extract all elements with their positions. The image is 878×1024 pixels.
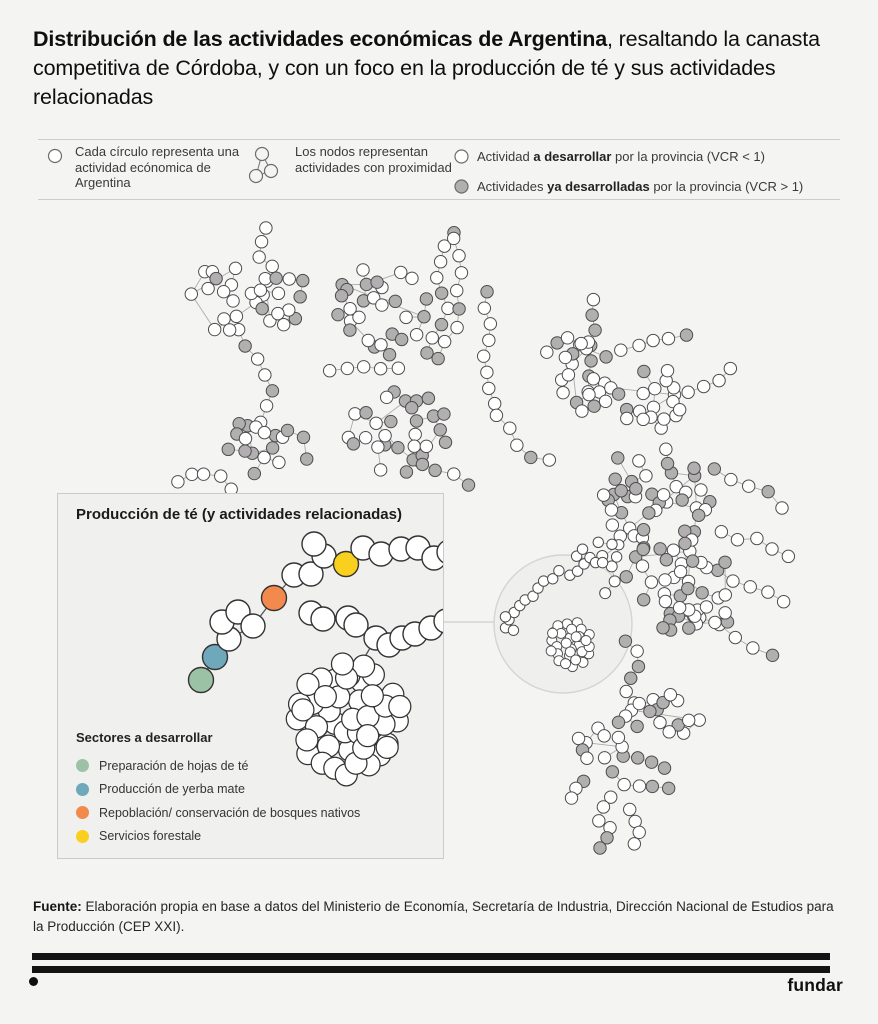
legend-color-dot	[76, 830, 89, 843]
legend-color-dot	[76, 806, 89, 819]
inset-legend-list	[76, 754, 360, 848]
source-note: Fuente: Elaboración propia en base a datos del Ministerio de Economía, Secretaría de Industria, Dirección Nacional de Estudios para la Producción (CEP XXI).	[33, 899, 834, 934]
page-title-rest: , resaltando la canasta competitiva de Córdoba, y con un foco en la producción de té y sus actividades relacionadas	[33, 27, 820, 109]
page-title-bold: Distribución de las actividades económicas de Argentina	[33, 27, 608, 51]
legend-item-vcr-over-label: Actividades ya desarrolladas por la provincia (VCR > 1)	[477, 179, 804, 194]
brand-logo: fundar	[787, 975, 843, 995]
legend-item-nodes-label: Los nodos representan actividades con proximidad	[295, 144, 452, 175]
inset-legend-item	[76, 778, 360, 802]
footer-dot	[29, 977, 38, 986]
inset-title: Producción de té (y actividades relacionadas)	[76, 506, 402, 523]
legend-item-circle-label: Cada círculo representa una actividad ecónomica de Argentina	[75, 144, 240, 191]
inset-legend-item	[76, 754, 360, 778]
inset-legend-item	[76, 801, 360, 825]
legend-color-dot	[76, 783, 89, 796]
legend-item-vcr-under-label: Actividad a desarrollar por la provincia (VCR < 1)	[477, 149, 765, 164]
legend-item-label: Servicios forestale	[99, 829, 202, 844]
legend-color-dot	[76, 759, 89, 772]
legend-item-label: Preparación de hojas de té	[99, 758, 249, 773]
footer-bar-bottom	[32, 966, 830, 973]
footer-bar-top	[32, 953, 830, 960]
legend-item-label: Producción de yerba mate	[99, 782, 245, 797]
inset-legend-item	[76, 825, 360, 849]
tea-inset-panel	[57, 493, 444, 859]
inset-legend-title: Sectores a desarrollar	[76, 730, 213, 745]
inset-legend	[76, 730, 360, 848]
legend-item-label: Repoblación/ conservación de bosques nativos	[99, 805, 361, 820]
